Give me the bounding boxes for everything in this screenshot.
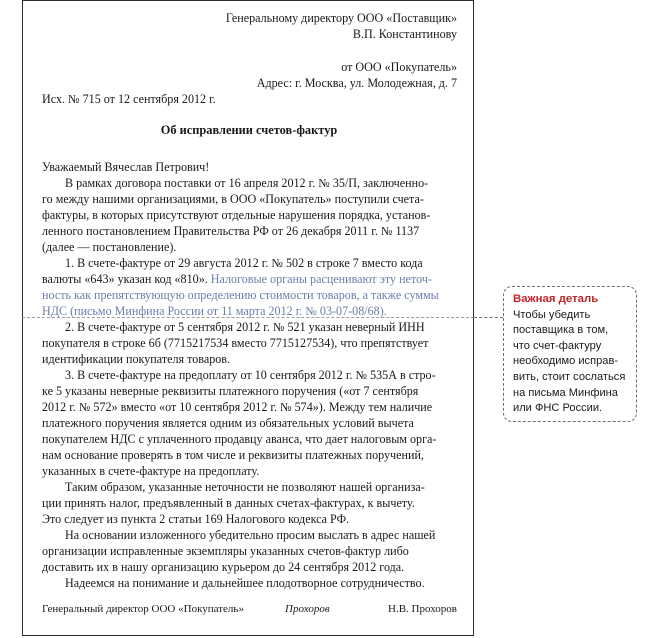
signatory-name: Н.В. Прохоров [388,603,457,615]
callout-connector [474,317,503,318]
body-line: го между нашими организациями, в ООО «Покупатель» поступили счета- [42,192,424,206]
body-line: В рамках договора поставки от 16 апреля 2012 г. № 35/П, заключенно- [65,176,429,190]
highlighted-text: НДС (письмо Минфина России от 11 марта 2012 г. № 03-07-08/68). [42,304,387,318]
body-line: 3. В счете-фактуре на предоплату от 10 сентября 2012 г. № 535А в стро- [65,368,436,382]
greeting: Уважаемый Вячеслав Петрович! [42,160,210,174]
body-line: ции принять налог, предъявленный в данных счетах-фактурах, к вычету. [42,496,415,510]
callout-line: что счет-фактуру [513,339,602,352]
body-line: идентификации покупателя товаров. [42,352,231,366]
callout-line: Чтобы убедить [513,308,591,321]
body-line: нам основание проверять в том числе и реквизиты платежных поручений, [42,448,424,462]
highlighted-text: Налоговые органы расценивают эту неточ- [210,272,432,286]
addressee-line-1: Генеральному директору ООО «Поставщик» [225,11,457,25]
body-line: 1. В счете-фактуре от 29 августа 2012 г. № 502 в строке 7 вместо кода [65,256,423,270]
callout-line: вить, стоит сослаться [513,370,626,383]
callout-title: Важная деталь [513,293,599,305]
body-line: 2012 г. № 572» вместо «от 10 сентября 2012 г. № 574»). Между тем наличие [42,400,433,414]
sender-line-2: Адрес: г. Москва, ул. Молодежная, д. 7 [256,76,457,90]
body-line: организации исправленные экземпляры указанных счетов-фактур либо [42,544,409,558]
body-line: доставить их в нашу организацию курьером до 24 сентября 2012 года. [42,560,405,574]
body-line: Таким образом, указанные неточности не позволяют нашей организа- [65,480,425,494]
addressee-line-2: В.П. Константинову [352,27,457,41]
handwritten-signature: Прохоров [285,603,330,615]
body-line-part: валюты «643» указан код «810». [42,272,211,286]
callout-line: или ФНС России. [513,402,603,415]
body-line: фактуры, в которых присутствуют отдельные нарушения порядка, установ- [42,208,431,222]
body-line: покупателем НДС с уплаченного продавцу аванса, что дает налоговым орга- [42,432,437,446]
body-line: ленного постановлением Правительства РФ от 26 декабря 2011 г. № 1137 [42,224,420,238]
letter-title: Об исправлении счетов-фактур [160,123,338,137]
body-line: На основании изложенного убедительно просим выслать в адрес нашей [65,528,436,542]
body-line: (далее — постановление). [42,240,177,254]
body-line: указанных в счете-фактуре на предоплату. [42,464,260,478]
callout-leader-line [22,317,474,318]
body-line: Это следует из пункта 2 статьи 169 Налогового кодекса РФ. [42,512,350,526]
body-line: 2. В счете-фактуре от 5 сентября 2012 г. № 521 указан неверный ИНН [65,320,425,334]
callout-line: на письма Минфина [513,386,618,399]
body-line [42,271,432,287]
sender-line-1: от ООО «Покупатель» [341,60,457,74]
signature-position: Генеральный директор ООО «Покупатель» [42,603,244,615]
body-line: покупателя в строке 6б (7715217534 вместо 7715127534), что препятствует [42,336,429,350]
body-line: Надеемся на понимание и дальнейшее плодотворное сотрудничество. [65,576,425,590]
important-detail-callout [503,286,637,422]
highlighted-text: ность как препятствующую определению стоимости товаров, а также суммы [42,288,439,302]
letter-page [22,0,474,636]
callout-line: поставщика в том, [513,324,609,337]
outgoing-ref: Исх. № 715 от 12 сентября 2012 г. [42,92,216,106]
body-line: платежного поручения является одним из обязательных условий вычета [42,416,414,430]
body-line: ке 5 указаны неверные реквизиты платежного поручения («от 7 сентября [42,384,419,398]
callout-line: необходимо исправ- [513,355,619,368]
